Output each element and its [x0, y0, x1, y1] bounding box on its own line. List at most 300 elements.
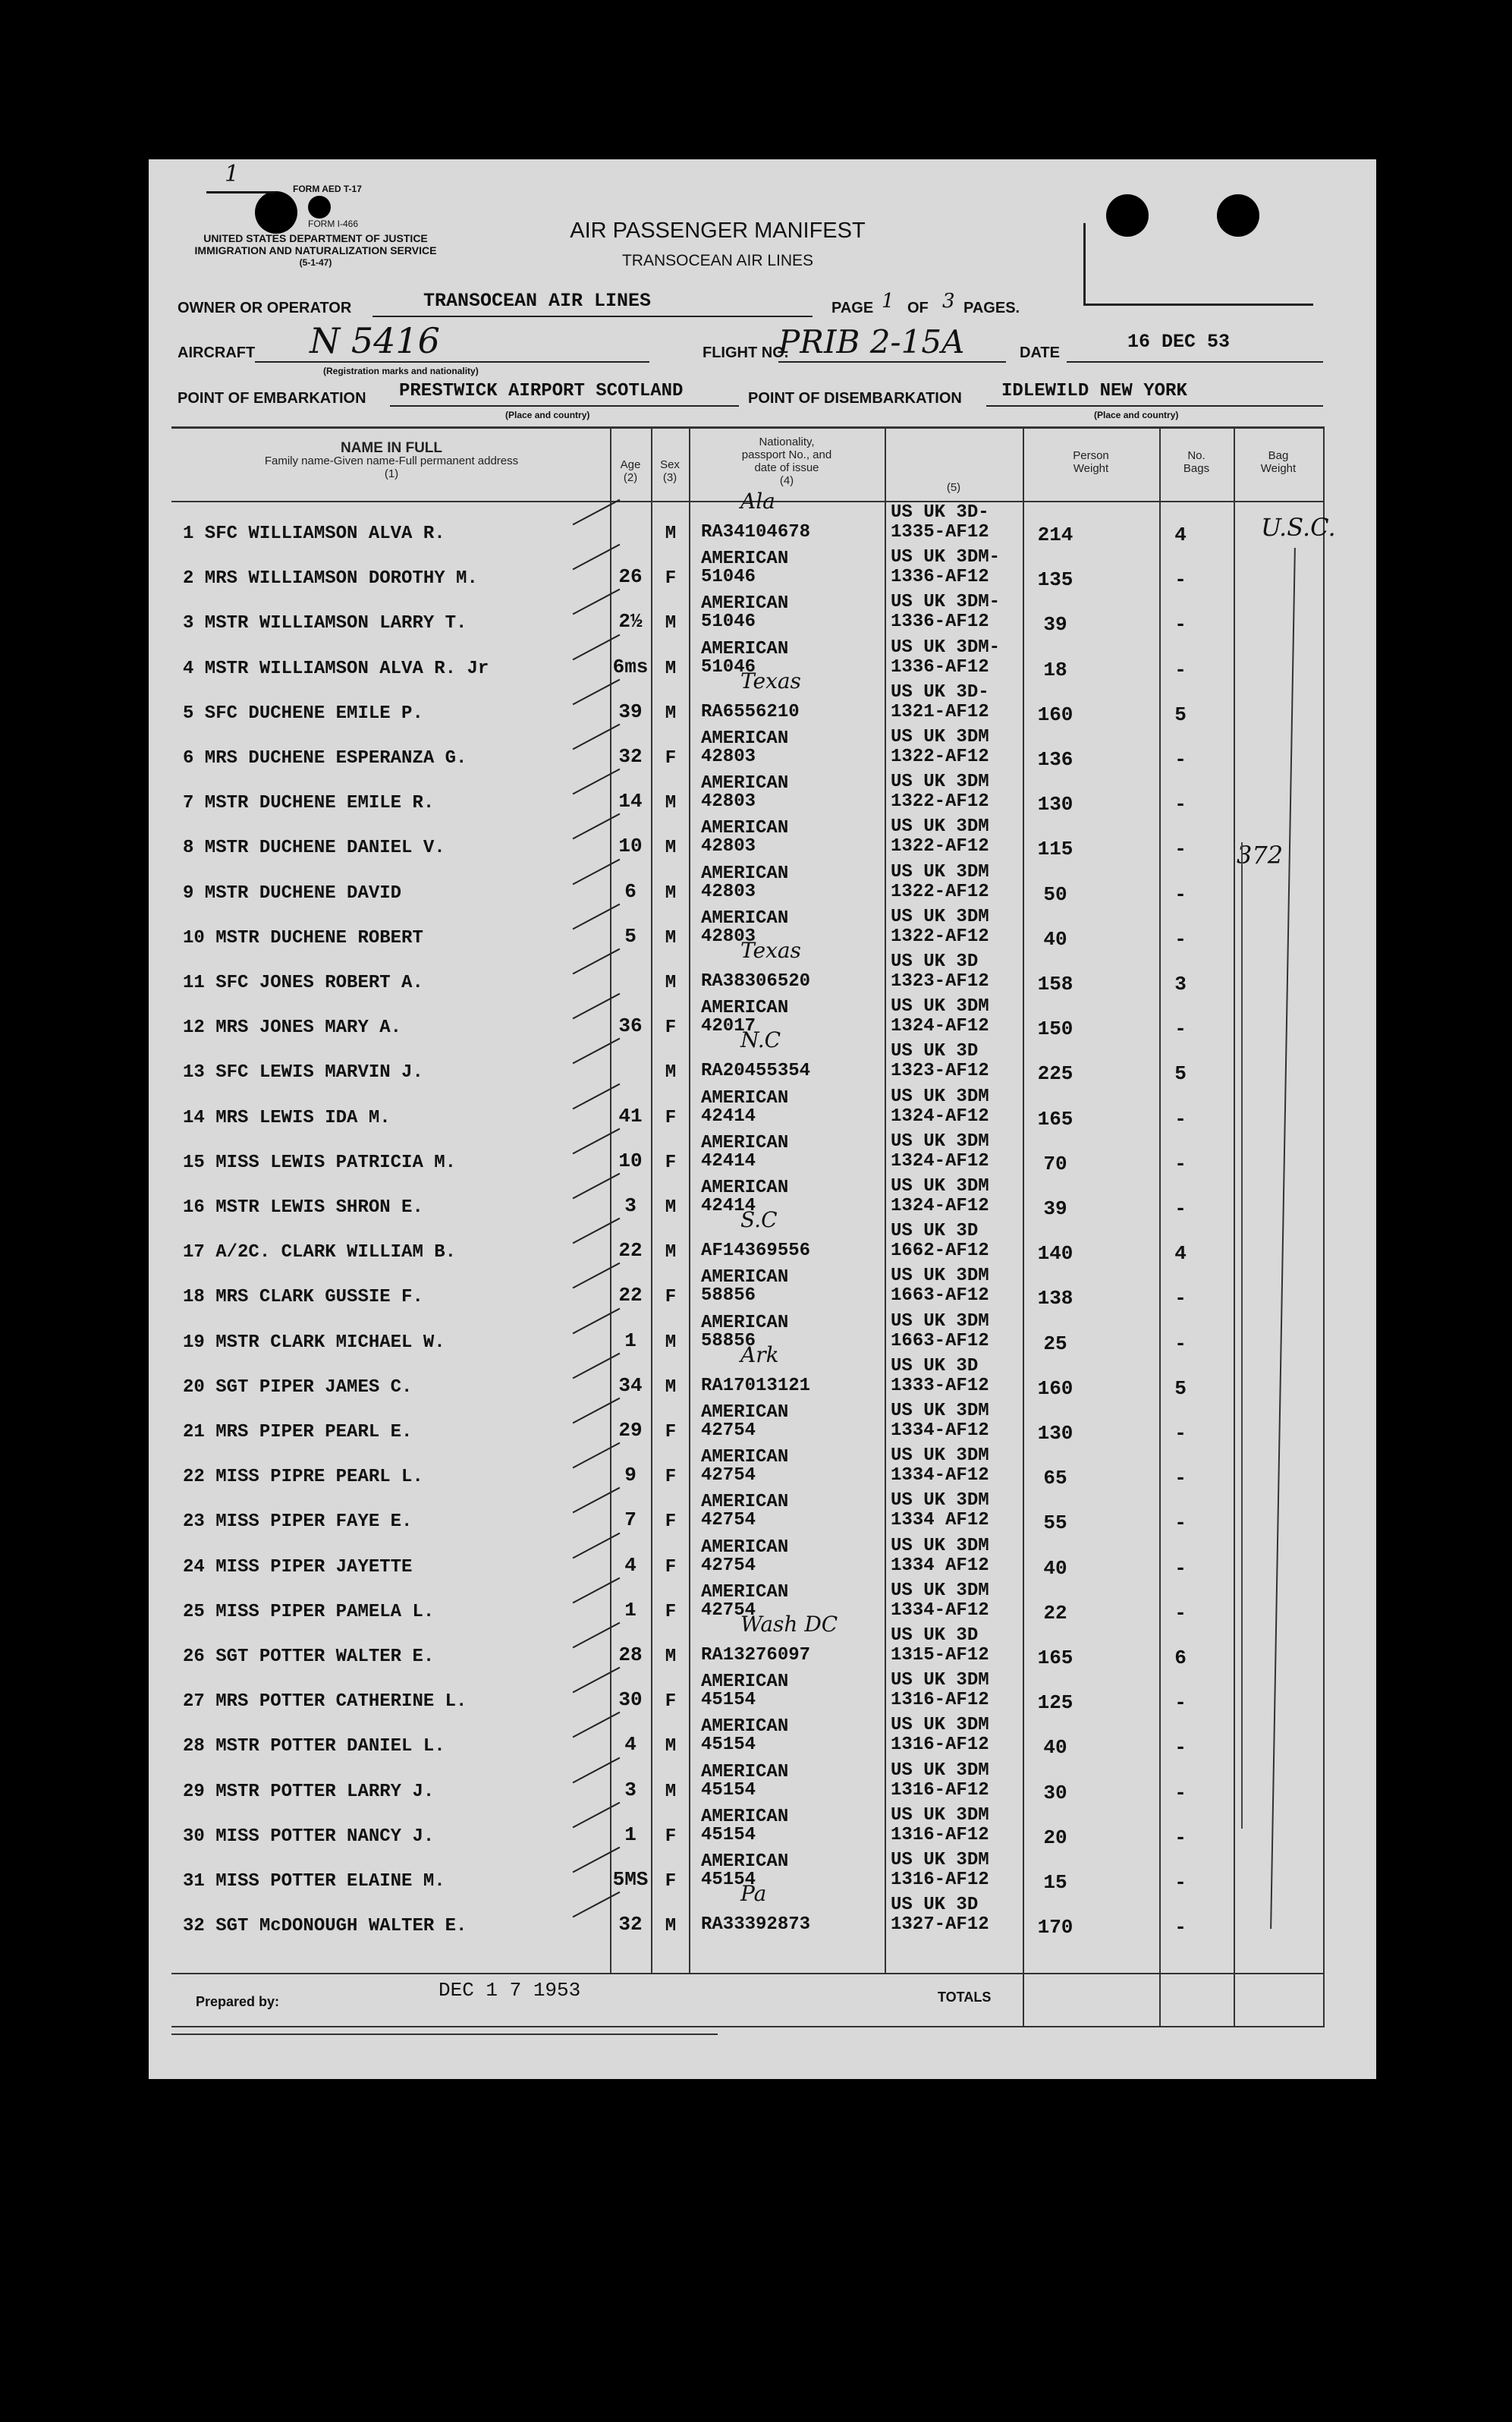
passenger-passport: 42803 [701, 747, 756, 767]
passenger-age: 29 [618, 1419, 643, 1442]
passenger-age: 7 [624, 1508, 637, 1532]
passenger-bags: - [1174, 1422, 1187, 1445]
passenger-age: 22 [618, 1239, 643, 1263]
passenger-weight: 214 [1037, 524, 1073, 546]
date-label: DATE [1020, 344, 1060, 361]
passenger-nationality: AMERICAN [701, 1402, 789, 1423]
passenger-sex: F [665, 1152, 677, 1173]
page-mark: 1 [225, 161, 240, 187]
passenger-bags: - [1174, 1511, 1187, 1535]
passenger-bags: - [1174, 1287, 1187, 1310]
handwritten-state-note: S.C [740, 1207, 778, 1233]
passenger-ref-line1: US UK 3DM [891, 1715, 989, 1736]
passenger-sex: F [665, 1691, 677, 1713]
passenger-passport: 42754 [701, 1555, 756, 1576]
passenger-name: 21 MRS PIPER PEARL E. [183, 1422, 413, 1442]
table-row [149, 816, 1376, 861]
flight-value: PRIB 2-15A [778, 323, 965, 360]
col-header-weight-l1: Person [1073, 449, 1109, 462]
passenger-nationality: AMERICAN [701, 1716, 789, 1738]
passenger-bags: - [1174, 1826, 1187, 1849]
passenger-nationality: AMERICAN [701, 1851, 789, 1872]
passenger-passport: 45154 [701, 1779, 756, 1801]
col-header-nationality [689, 436, 885, 487]
passenger-ref-line2: 1663-AF12 [891, 1285, 989, 1307]
punch-hole-left [255, 191, 297, 234]
passenger-age: 5 [624, 924, 637, 948]
passenger-bags: - [1174, 658, 1187, 681]
passenger-sex: M [665, 1736, 677, 1757]
prepared-stamp-date: DEC 1 7 1953 [439, 1979, 581, 2002]
passenger-ref-line1: US UK 3DM [891, 1131, 989, 1152]
passenger-name: 22 MISS PIPRE PEARL L. [183, 1467, 423, 1488]
handwritten-bracket-line-2 [1241, 842, 1243, 1829]
passenger-nationality: AMERICAN [701, 1447, 789, 1468]
passenger-sex: M [665, 1242, 677, 1263]
passenger-weight: 165 [1037, 1647, 1073, 1669]
passenger-sex: M [665, 927, 677, 948]
passenger-bags: - [1174, 1467, 1187, 1490]
form-code-1: FORM AED T-17 [293, 184, 362, 194]
passenger-ref-line1: US UK 3DM [891, 1850, 989, 1870]
passenger-name: 17 A/2C. CLARK WILLIAM B. [183, 1242, 457, 1263]
passenger-bags: - [1174, 882, 1187, 906]
passenger-name: 9 MSTR DUCHENE DAVID [183, 882, 402, 904]
passenger-passport: 42754 [701, 1599, 756, 1621]
passenger-age: 28 [618, 1644, 643, 1666]
passenger-nationality: AMERICAN [701, 1267, 789, 1288]
passenger-age: 36 [618, 1014, 643, 1038]
passenger-passport: RA17013121 [701, 1375, 811, 1396]
passenger-sex: F [665, 1826, 677, 1847]
aircraft-underline [255, 361, 649, 363]
passenger-sex: M [665, 613, 677, 634]
passenger-sex: M [665, 524, 677, 544]
passenger-sex: M [665, 658, 677, 679]
passenger-name: 15 MISS LEWIS PATRICIA M. [183, 1152, 457, 1173]
passenger-ref-line1: US UK 3DM- [891, 637, 1001, 658]
col-header-name-l1: NAME IN FULL [340, 440, 443, 456]
passenger-passport: 45154 [701, 1870, 756, 1890]
passenger-ref-line1: US UK 3DM- [891, 592, 1001, 613]
col-header-nat-l3: date of issue [754, 461, 819, 474]
passenger-weight: 25 [1043, 1332, 1067, 1355]
passenger-ref-line1: US UK 3DM [891, 1176, 989, 1197]
passenger-ref-line2: 1322-AF12 [891, 836, 989, 857]
col-header-5 [885, 481, 1023, 494]
col-header-weight [1023, 449, 1159, 475]
page-of-label: OF [907, 300, 929, 316]
passenger-ref-line1: US UK 3D [891, 1625, 979, 1646]
passenger-ref-line2: 1324-AF12 [891, 1150, 989, 1172]
handwritten-state-note: N.C [740, 1027, 781, 1053]
passenger-ref-line1: US UK 3DM [891, 1310, 989, 1332]
passenger-name: 32 SGT McDONOUGH WALTER E. [183, 1916, 467, 1937]
col-header-5-l1: (5) [946, 481, 961, 494]
passenger-passport: 58856 [701, 1330, 756, 1351]
passenger-nationality: AMERICAN [701, 1761, 789, 1782]
passenger-nationality: AMERICAN [701, 998, 789, 1019]
disembarkation-underline [986, 405, 1323, 407]
passenger-name: 13 SFC LEWIS MARVIN J. [183, 1062, 423, 1084]
passenger-ref-line1: US UK 3DM [891, 772, 989, 793]
passenger-nationality: AMERICAN [701, 1132, 789, 1153]
passenger-weight: 125 [1037, 1691, 1073, 1715]
passenger-ref-line1: US UK 3DM- [891, 547, 1001, 568]
passenger-sex: F [665, 1511, 677, 1533]
passenger-ref-line1: US UK 3D [891, 1355, 979, 1376]
passenger-nationality: AMERICAN [701, 1087, 789, 1109]
prepared-by-label: Prepared by: [196, 1994, 280, 2009]
passenger-ref-line1: US UK 3DM [891, 1445, 989, 1467]
passenger-passport: 42803 [701, 836, 756, 857]
date-value: 16 DEC 53 [1127, 331, 1231, 353]
embarkation-caption: (Place and country) [505, 410, 590, 420]
passenger-name: 1 SFC WILLIAMSON ALVA R. [183, 524, 445, 544]
passenger-bags: - [1174, 1916, 1187, 1939]
passenger-name: 6 MRS DUCHENE ESPERANZA G. [183, 748, 467, 769]
passenger-ref-line2: 1336-AF12 [891, 656, 989, 678]
passenger-age: 32 [618, 1913, 643, 1936]
passenger-ref-line1: US UK 3D [891, 1895, 979, 1916]
col-header-bags-l1: No. [1187, 449, 1206, 462]
passenger-passport: 42803 [701, 926, 756, 947]
passenger-passport: AF14369556 [701, 1241, 811, 1262]
passenger-ref-line1: US UK 3DM [891, 1266, 989, 1287]
passenger-age: 1 [624, 1598, 637, 1621]
passenger-name: 18 MRS CLARK GUSSIE F. [183, 1287, 423, 1308]
passenger-name: 12 MRS JONES MARY A. [183, 1018, 402, 1039]
passenger-ref-line2: 1334 AF12 [891, 1555, 989, 1576]
manifest-title: AIR PASSENGER MANIFEST [570, 219, 866, 243]
handwritten-bag-total: 372 [1237, 841, 1284, 870]
table-bottom-rule [171, 1973, 1325, 1974]
passenger-weight: 158 [1037, 973, 1073, 996]
passenger-weight: 15 [1043, 1871, 1067, 1894]
passenger-weight: 160 [1037, 703, 1073, 726]
passenger-weight: 55 [1043, 1511, 1067, 1535]
owner-value: TRANSOCEAN AIR LINES [423, 290, 652, 312]
passenger-passport: 42803 [701, 791, 756, 813]
passenger-ref-line2: 1315-AF12 [891, 1645, 989, 1666]
passenger-passport: 42414 [701, 1196, 756, 1216]
passenger-passport: 51046 [701, 567, 756, 588]
passenger-nationality: AMERICAN [701, 728, 789, 749]
passenger-nationality: AMERICAN [701, 1672, 789, 1693]
passenger-name: 29 MSTR POTTER LARRY J. [183, 1781, 435, 1802]
passenger-sex: F [665, 1018, 677, 1039]
passenger-sex: M [665, 1197, 677, 1218]
passenger-bags: 3 [1174, 973, 1187, 996]
passenger-ref-line2: 1663-AF12 [891, 1330, 989, 1351]
passenger-sex: F [665, 1422, 677, 1442]
passenger-sex: F [665, 1871, 677, 1892]
col-header-bags [1159, 449, 1234, 475]
passenger-sex: M [665, 1376, 677, 1398]
passenger-passport: 58856 [701, 1285, 756, 1307]
passenger-name: 5 SFC DUCHENE EMILE P. [183, 703, 423, 724]
passenger-ref-line2: 1327-AF12 [891, 1914, 989, 1936]
passenger-ref-line2: 1324-AF12 [891, 1016, 989, 1037]
totals-label: TOTALS [938, 1990, 992, 2005]
passenger-bags: - [1174, 1152, 1187, 1175]
passenger-nationality: AMERICAN [701, 818, 789, 839]
passenger-ref-line1: US UK 3DM [891, 816, 989, 838]
passenger-table-body [149, 502, 1376, 1973]
passenger-passport: 42754 [701, 1465, 756, 1486]
passenger-nationality: AMERICAN [701, 1312, 789, 1333]
page-total: 3 [942, 290, 955, 313]
passenger-ref-line2: 1324-AF12 [891, 1196, 989, 1216]
passenger-sex: F [665, 1107, 677, 1128]
passenger-sex: M [665, 703, 677, 724]
embarkation-value: PRESTWICK AIRPORT SCOTLAND [399, 381, 684, 401]
passenger-passport: 42754 [701, 1510, 756, 1531]
passenger-name: 25 MISS PIPER PAMELA L. [183, 1601, 435, 1622]
passenger-weight: 225 [1037, 1062, 1073, 1086]
table-top-rule [171, 426, 1325, 429]
passenger-ref-line1: US UK 3DM [891, 1760, 989, 1781]
passenger-nationality: AMERICAN [701, 638, 789, 659]
punch-hole-mid-left [308, 196, 331, 219]
passenger-ref-line2: 1322-AF12 [891, 747, 989, 767]
passenger-bags: - [1174, 1871, 1187, 1894]
passenger-weight: 165 [1037, 1107, 1073, 1131]
passenger-name: 31 MISS POTTER ELAINE M. [183, 1871, 445, 1892]
col-header-bags-l2: Bags [1183, 462, 1210, 475]
passenger-sex: M [665, 1916, 677, 1937]
passenger-weight: 140 [1037, 1242, 1073, 1266]
handwritten-state-note: Texas [740, 668, 801, 694]
passenger-bags: - [1174, 838, 1187, 861]
col-header-nat-l1: Nationality, [759, 436, 815, 448]
aircraft-label: AIRCRAFT [178, 344, 256, 361]
passenger-ref-line2: 1323-AF12 [891, 1061, 989, 1082]
embarkation-label: POINT OF EMBARKATION [178, 390, 366, 407]
passenger-nationality: AMERICAN [701, 773, 789, 794]
passenger-weight: 130 [1037, 1422, 1073, 1445]
passenger-weight: 39 [1043, 613, 1067, 637]
passenger-ref-line2: 1323-AF12 [891, 971, 989, 992]
table-row [149, 592, 1376, 637]
airline-subtitle: TRANSOCEAN AIR LINES [621, 252, 814, 269]
passenger-passport: 45154 [701, 1735, 756, 1756]
passenger-age: 30 [618, 1688, 643, 1712]
passenger-nationality: AMERICAN [701, 863, 789, 884]
passenger-sex: F [665, 1467, 677, 1488]
table-row [149, 547, 1376, 592]
passenger-ref-line1: US UK 3DM [891, 861, 989, 882]
passenger-name: 4 MSTR WILLIAMSON ALVA R. Jr [183, 658, 489, 679]
passenger-ref-line2: 1334-AF12 [891, 1420, 989, 1441]
passenger-ref-line2: 1322-AF12 [891, 926, 989, 947]
passenger-name: 28 MSTR POTTER DANIEL L. [183, 1736, 445, 1757]
embarkation-underline [390, 405, 739, 407]
passenger-ref-line1: US UK 3DM [891, 1804, 989, 1826]
handwritten-state-note: Wash DC [740, 1612, 838, 1637]
col-header-bagweight-l2: Weight [1260, 462, 1297, 475]
disembarkation-label: POINT OF DISEMBARKATION [748, 390, 962, 407]
passenger-ref-line1: US UK 3DM [891, 1401, 989, 1421]
passenger-ref-line2: 1334-AF12 [891, 1599, 989, 1621]
passenger-name: 2 MRS WILLIAMSON DOROTHY M. [183, 568, 478, 590]
passenger-ref-line1: US UK 3D- [891, 681, 989, 703]
passenger-nationality: AMERICAN [701, 549, 789, 570]
table-row [149, 1087, 1376, 1131]
passenger-bags: - [1174, 1601, 1187, 1625]
passenger-name: 24 MISS PIPER JAYETTE [183, 1556, 413, 1577]
passenger-weight: 115 [1037, 838, 1073, 861]
passenger-weight: 170 [1037, 1916, 1073, 1939]
passenger-ref-line1: US UK 3DM [891, 1535, 989, 1556]
passenger-age: 14 [618, 790, 643, 813]
passenger-ref-line2: 1316-AF12 [891, 1824, 989, 1845]
passenger-ref-line2: 1316-AF12 [891, 1690, 989, 1711]
passenger-passport: 42754 [701, 1420, 756, 1441]
passenger-passport: 51046 [701, 656, 756, 678]
passenger-passport: RA34104678 [701, 522, 811, 543]
col-header-nat-l4: (4) [779, 474, 794, 487]
table-row [149, 1670, 1376, 1715]
table-row [149, 727, 1376, 772]
passenger-sex: M [665, 793, 677, 814]
passenger-bags: 5 [1174, 1376, 1187, 1400]
passenger-sex: M [665, 1781, 677, 1802]
passenger-age: 34 [618, 1373, 643, 1397]
col-header-weight-l2: Weight [1073, 462, 1109, 475]
passenger-sex: F [665, 1556, 677, 1577]
table-row [149, 1715, 1376, 1760]
passenger-age: 9 [624, 1464, 637, 1487]
passenger-weight: 40 [1043, 1736, 1067, 1760]
col-header-nat-l2: passport No., and [741, 448, 832, 461]
table-row [149, 1536, 1376, 1581]
passenger-ref-line2: 1336-AF12 [891, 567, 989, 588]
passenger-bags: - [1174, 1197, 1187, 1220]
col-header-sex [651, 458, 689, 484]
passenger-age: 10 [618, 835, 643, 858]
passenger-bags: - [1174, 1107, 1187, 1131]
passenger-name: 19 MSTR CLARK MICHAEL W. [183, 1332, 445, 1353]
passenger-ref-line1: US UK 3DM [891, 996, 989, 1018]
flight-label: FLIGHT NO. [703, 344, 789, 361]
passenger-ref-line1: US UK 3DM [891, 1086, 989, 1107]
passenger-name: 20 SGT PIPER JAMES C. [183, 1376, 413, 1398]
passenger-passport: 42017 [701, 1016, 756, 1037]
manifest-sheet [149, 159, 1376, 2079]
form-code-2: FORM I-466 [308, 219, 359, 229]
department-line3: (5-1-47) [299, 257, 332, 268]
passenger-bags: - [1174, 568, 1187, 592]
passenger-sex: M [665, 882, 677, 904]
passenger-age: 22 [618, 1284, 643, 1307]
passenger-ref-line2: 1335-AF12 [891, 522, 989, 543]
passenger-age: 32 [618, 745, 643, 768]
footer-rule [171, 2026, 1325, 2027]
passenger-ref-line1: US UK 3DM [891, 1580, 989, 1601]
table-row [149, 772, 1376, 816]
age-tick-mark [573, 499, 621, 526]
passenger-ref-line1: US UK 3D [891, 952, 979, 972]
passenger-bags: - [1174, 927, 1187, 951]
owner-label: OWNER OR OPERATOR [178, 300, 352, 316]
passenger-nationality: AMERICAN [701, 1178, 789, 1198]
passenger-sex: M [665, 1647, 677, 1667]
passenger-weight: 50 [1043, 882, 1067, 906]
passenger-bags: - [1174, 748, 1187, 771]
passenger-sex: F [665, 1287, 677, 1308]
passenger-passport: 42414 [701, 1106, 756, 1127]
passenger-name: 3 MSTR WILLIAMSON LARRY T. [183, 613, 467, 634]
age-tick-mark [573, 948, 621, 975]
passenger-sex: F [665, 568, 677, 590]
passenger-name: 8 MSTR DUCHENE DANIEL V. [183, 838, 445, 859]
col-header-age-l1: Age [620, 458, 641, 471]
passenger-name: 11 SFC JONES ROBERT A. [183, 973, 423, 993]
department-block [171, 232, 460, 269]
passenger-ref-line1: US UK 3D- [891, 502, 989, 523]
passenger-nationality: AMERICAN [701, 1492, 789, 1513]
table-row [149, 1266, 1376, 1310]
passenger-ref-line2: 1324-AF12 [891, 1106, 989, 1127]
passenger-age: 1 [624, 1823, 637, 1846]
age-tick-mark [573, 1038, 621, 1065]
passenger-bags: - [1174, 1736, 1187, 1760]
passenger-passport: 51046 [701, 612, 756, 633]
passenger-weight: 135 [1037, 568, 1073, 592]
passenger-bags: - [1174, 1018, 1187, 1041]
passenger-ref-line2: 1333-AF12 [891, 1375, 989, 1396]
passenger-ref-line1: US UK 3DM [891, 1670, 989, 1691]
passenger-age: 26 [618, 565, 643, 589]
passenger-age: 3 [624, 1778, 637, 1801]
passenger-passport: RA33392873 [701, 1914, 811, 1936]
passenger-bags: - [1174, 793, 1187, 816]
passenger-age: 41 [618, 1104, 643, 1128]
aircraft-value: N 5416 [310, 320, 440, 361]
passenger-bags: 6 [1174, 1647, 1187, 1669]
passenger-weight: 160 [1037, 1376, 1073, 1400]
passenger-weight: 70 [1043, 1152, 1067, 1175]
passenger-sex: F [665, 1601, 677, 1622]
col-header-name-l2: Family name-Given name-Full permanent address [264, 455, 519, 467]
passenger-bags: 5 [1174, 1062, 1187, 1086]
passenger-ref-line1: US UK 3DM [891, 1490, 989, 1511]
passenger-age: 6ms [612, 655, 649, 678]
passenger-bags: - [1174, 1556, 1187, 1580]
passenger-ref-line1: US UK 3DM [891, 906, 989, 927]
col-header-bagweight-l1: Bag [1268, 449, 1289, 462]
handwritten-state-note: Pa [740, 1881, 767, 1907]
corner-stroke [206, 191, 275, 193]
passenger-weight: 30 [1043, 1781, 1067, 1804]
passenger-weight: 40 [1043, 927, 1067, 951]
passenger-ref-line2: 1662-AF12 [891, 1241, 989, 1262]
col-header-age [610, 458, 651, 484]
passenger-age: 2½ [618, 610, 643, 634]
passenger-passport: RA6556210 [701, 701, 800, 722]
passenger-name: 23 MISS PIPER FAYE E. [183, 1511, 413, 1533]
passenger-name: 10 MSTR DUCHENE ROBERT [183, 927, 423, 948]
passenger-weight: 136 [1037, 748, 1073, 771]
table-row [149, 1490, 1376, 1535]
passenger-name: 27 MRS POTTER CATHERINE L. [183, 1691, 467, 1713]
passenger-bags: - [1174, 613, 1187, 637]
passenger-passport: RA38306520 [701, 971, 811, 992]
department-line1: UNITED STATES DEPARTMENT OF JUSTICE [203, 232, 428, 244]
passenger-sex: M [665, 838, 677, 859]
passenger-ref-line1: US UK 3D [891, 1221, 979, 1242]
